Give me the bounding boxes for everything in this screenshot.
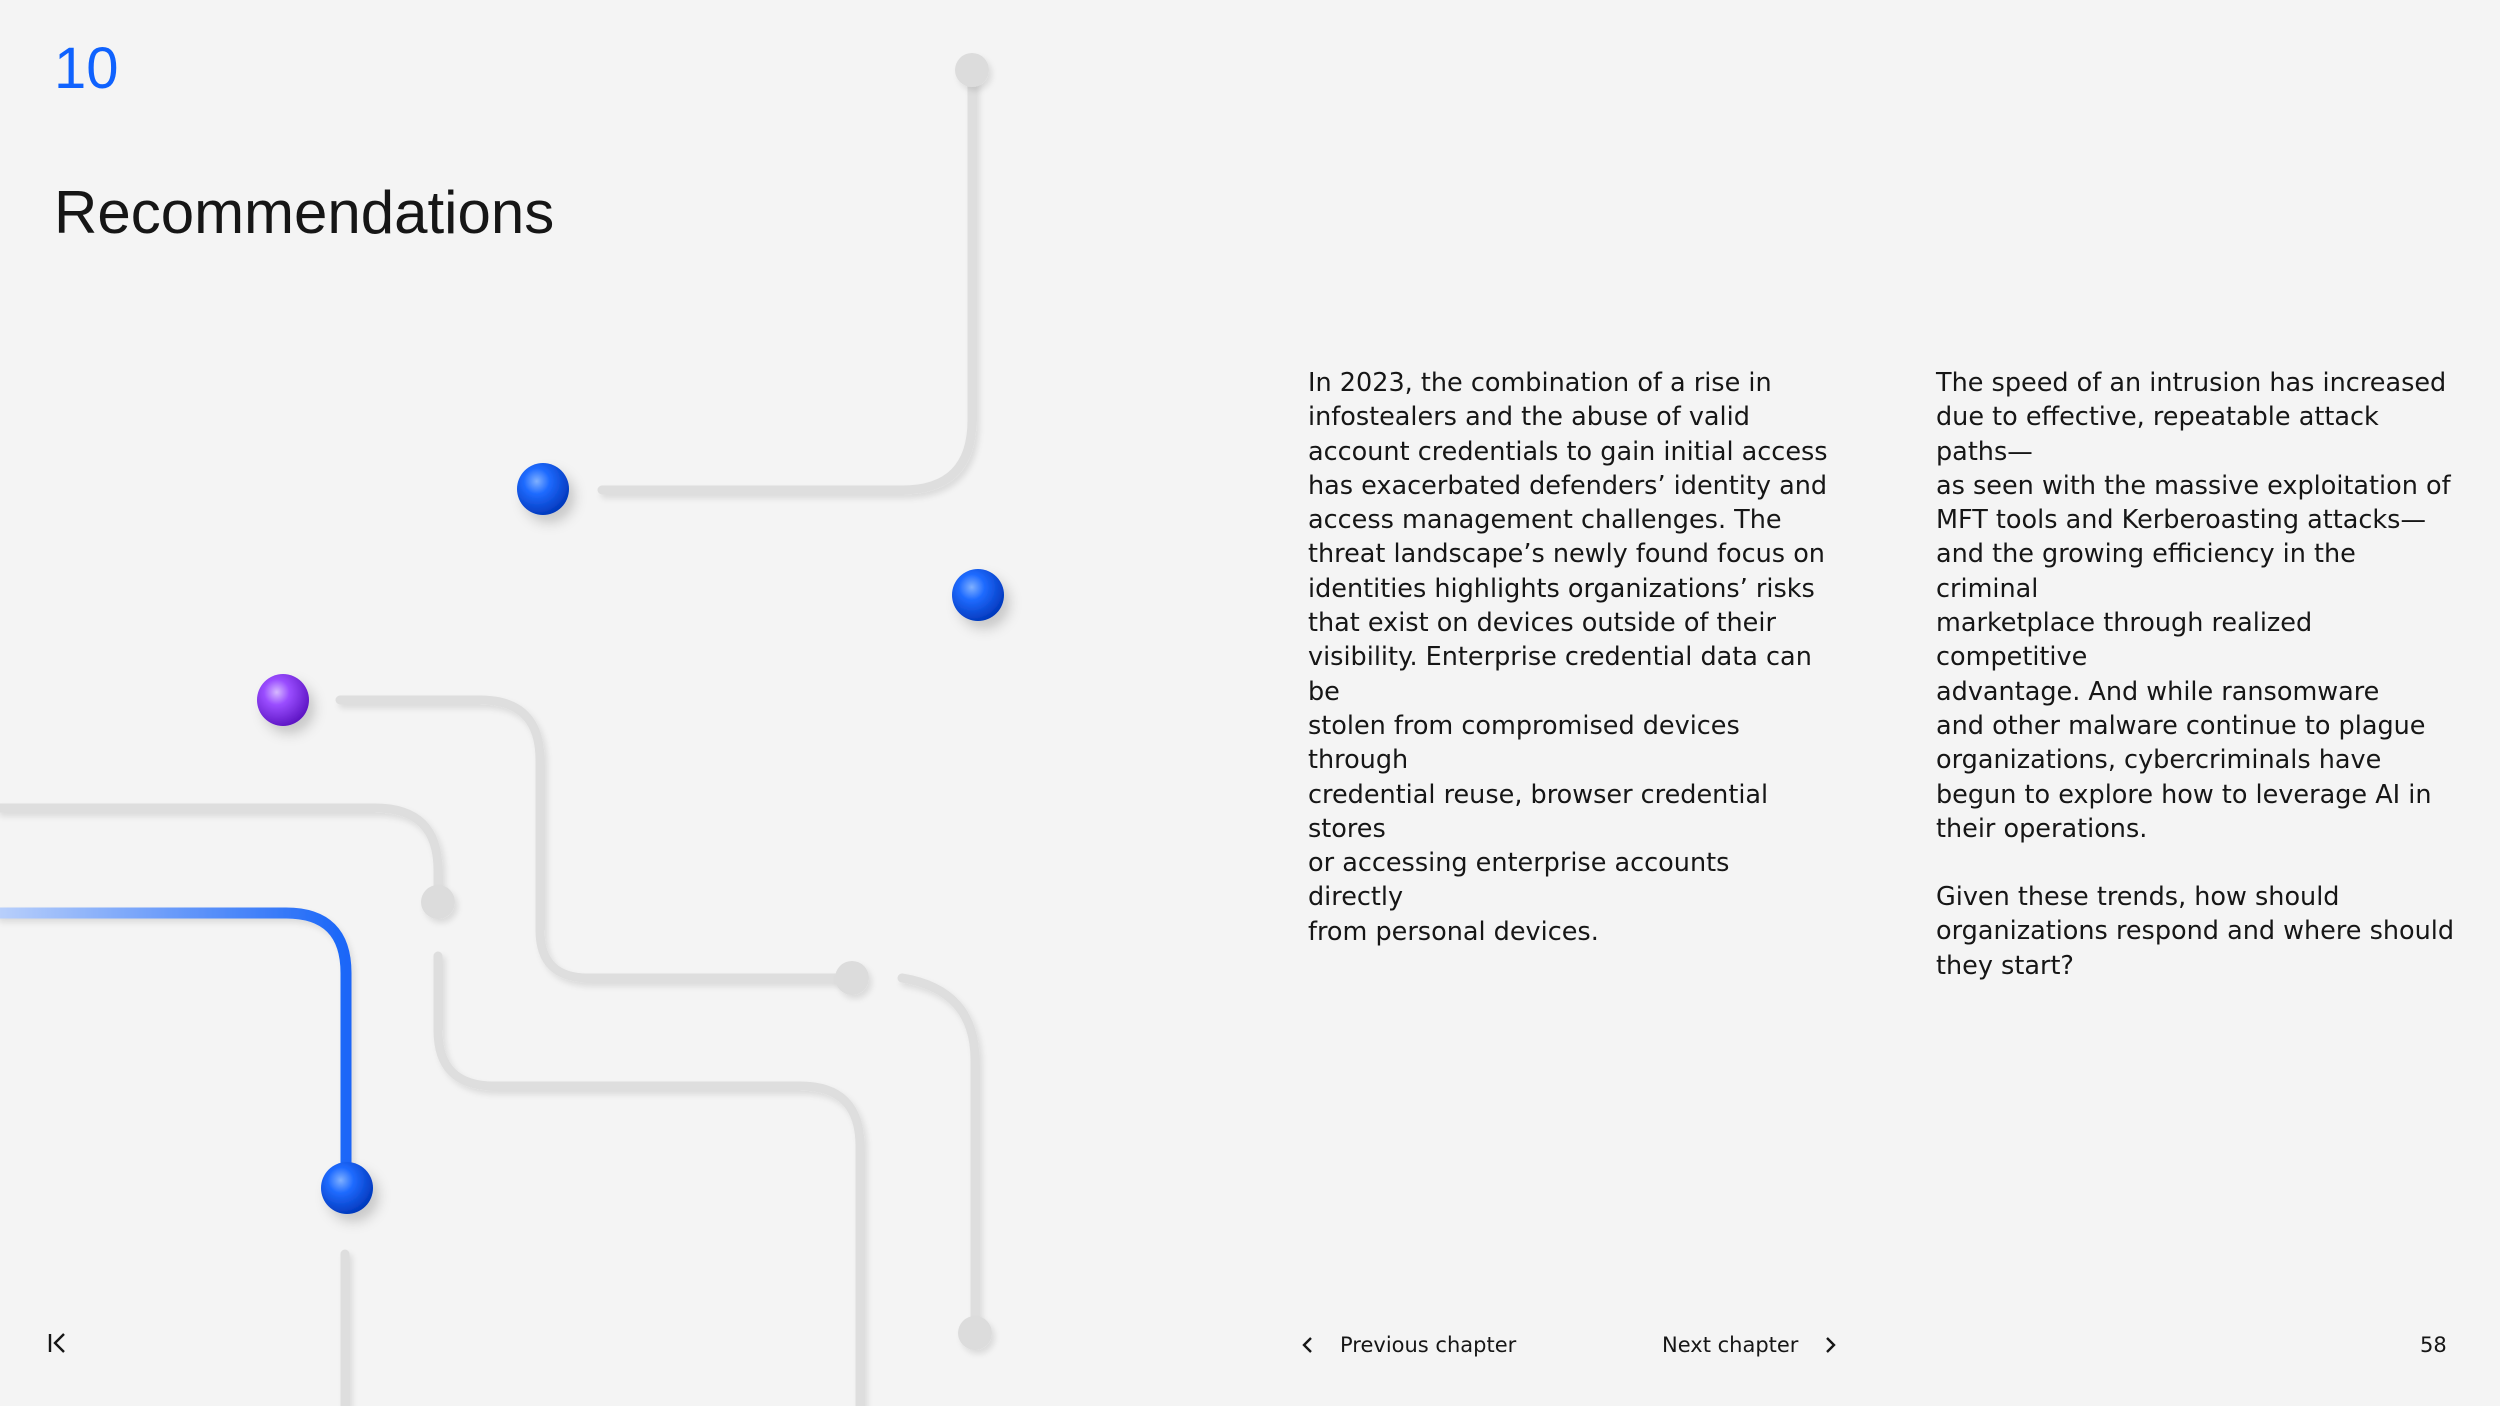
next-chapter-button[interactable] bbox=[1662, 1330, 1838, 1360]
page-number: 58 bbox=[2420, 1333, 2447, 1357]
first-page-button[interactable] bbox=[46, 1328, 76, 1362]
chapter-title: Recommendations bbox=[54, 179, 555, 246]
chevron-left-icon bbox=[1300, 1334, 1314, 1356]
next-chapter-label: Next chapter bbox=[1662, 1333, 1799, 1357]
body-paragraph: The speed of an intrusion has increased due to effective, repeatable attack paths— as seen with the massive exploitation of MFT tools and Kerberoasting attacks— and the growing efficiency in the criminal marketplace through realized competitive advantage. And while ransomware and other malware continue to plague organizations, cybercriminals have begun to explore how to leverage AI in their operations. bbox=[1936, 368, 2451, 844]
previous-chapter-label: Previous chapter bbox=[1340, 1333, 1517, 1357]
body-paragraph: Given these trends, how should organizations respond and where should they start? bbox=[1936, 882, 2455, 981]
chevron-right-icon bbox=[1824, 1334, 1838, 1356]
body-column-2 bbox=[1936, 366, 2456, 1017]
previous-chapter-button[interactable] bbox=[1300, 1330, 1516, 1360]
chapter-number: 10 bbox=[54, 36, 119, 101]
body-paragraph: In 2023, the combination of a rise in infostealers and the abuse of valid account credentials to gain initial access has exacerbated defenders’ identity and access management challenges. The threat landscape’s newly found focus on identities highlights organizations’ risks that exist on devices outside of their visibility. Enterprise credential data can be stolen from compromised devices through credential reuse, browser credential stores or accessing enterprise accounts directly from personal devices. bbox=[1308, 368, 1828, 947]
first-page-icon bbox=[46, 1328, 76, 1358]
body-column-1 bbox=[1308, 366, 1828, 983]
gray-pipes bbox=[0, 70, 975, 1406]
spheres bbox=[257, 463, 1004, 1214]
